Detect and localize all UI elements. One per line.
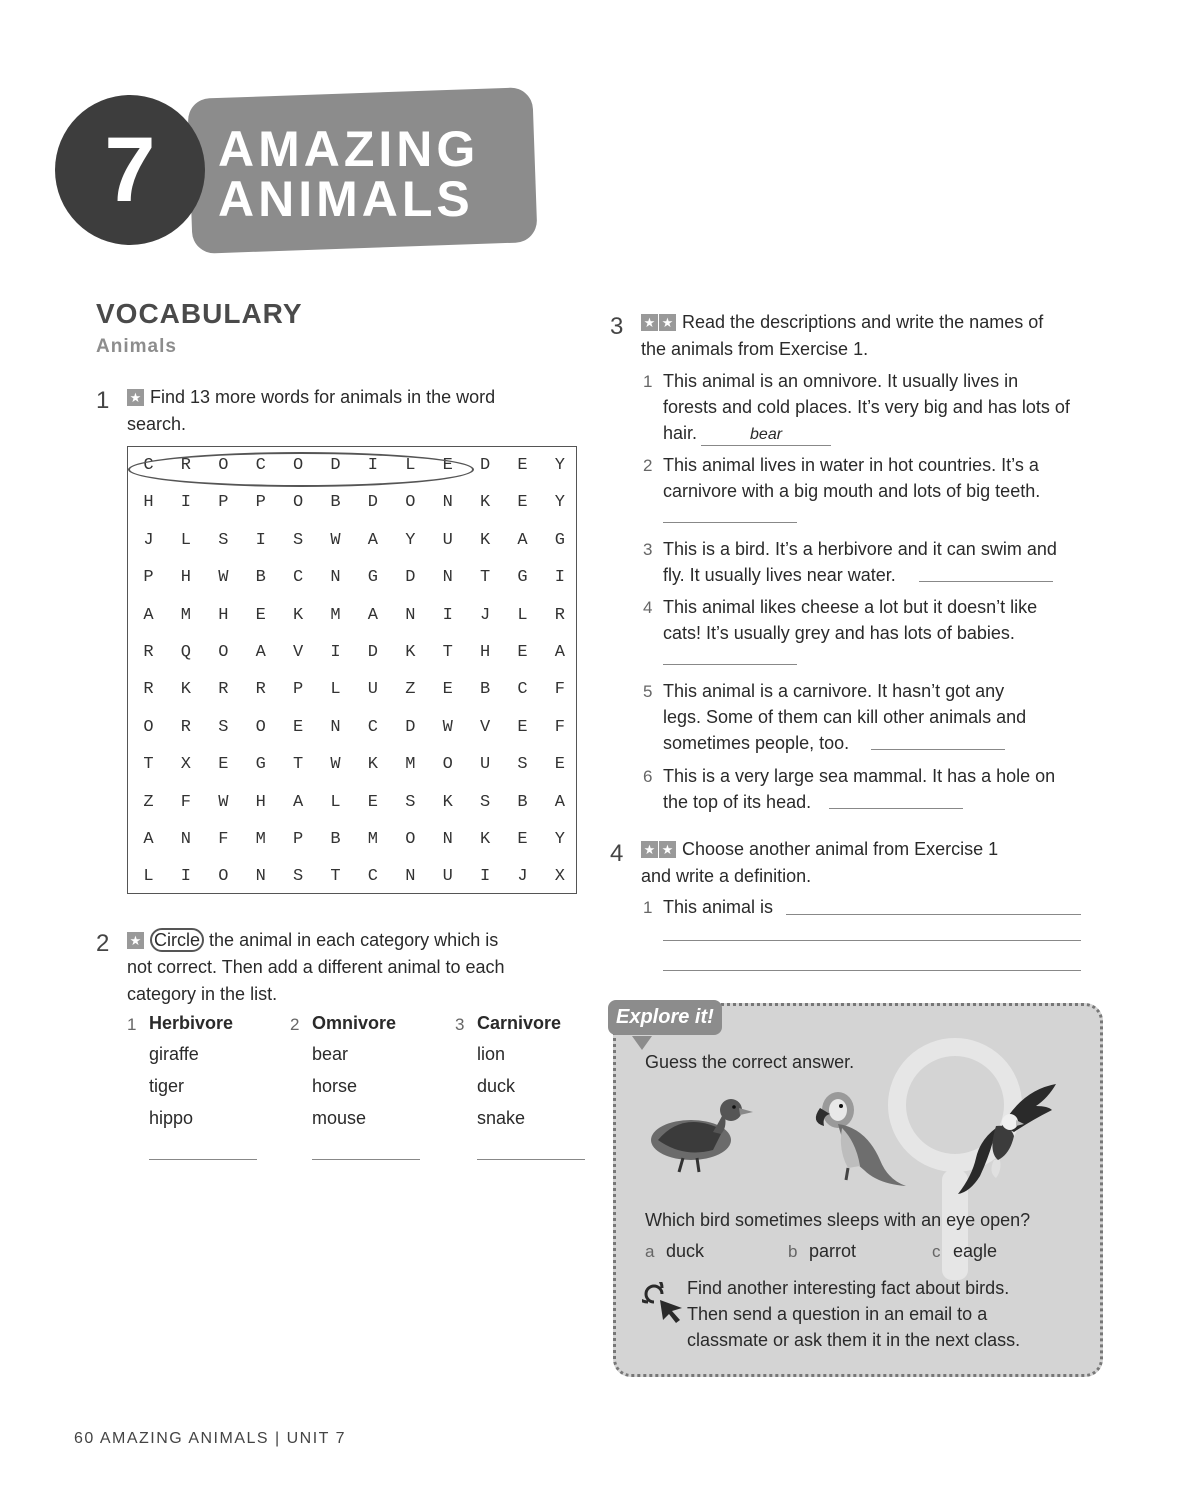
category-animal[interactable]: lion [477,1044,506,1064]
grid-letter[interactable]: N [330,717,341,737]
question-line-text: forests and cold places. It’s very big and has lots of [663,397,1070,417]
grid-letter[interactable]: T [330,867,341,887]
grid-letter[interactable]: X [554,867,565,887]
question-line [663,562,1108,588]
category-animal[interactable]: snake [477,1108,526,1128]
question-number: 2 [643,456,653,475]
grid-letter[interactable]: G [367,568,378,588]
grid-letter[interactable]: E [517,830,528,849]
question-line [663,452,1108,478]
grid-letter[interactable]: I [255,530,266,550]
star-icon: ★ [127,389,144,406]
grid-letter[interactable]: D [367,643,378,662]
grid-letter[interactable]: K [442,792,453,812]
grid-letter[interactable]: T [292,755,304,775]
grid-letter[interactable]: S [479,792,491,812]
grid-letter[interactable]: O [442,755,453,775]
grid-letter[interactable]: D [405,717,416,737]
grid-letter[interactable]: L [405,456,416,475]
category-heading: Omnivore [312,1013,397,1033]
grid-letter[interactable]: H [180,568,191,588]
grid-letter[interactable]: R [255,680,266,700]
grid-letter[interactable]: O [218,867,229,887]
explore-task [687,1275,1097,1353]
unit-title-line1: AMAZING [218,121,480,177]
option-text[interactable]: parrot [809,1241,857,1261]
star-icon: ★ [659,314,676,331]
grid-letter[interactable]: F [554,680,565,700]
question-line-text: hair. [663,423,698,443]
question-line-text: This is a very large sea mammal. It has a hole on [663,766,1056,786]
grid-letter[interactable]: O [292,456,304,475]
grid-letter[interactable]: L [330,680,341,700]
grid-letter[interactable]: W [218,792,229,812]
grid-letter[interactable]: W [330,530,341,550]
grid-letter[interactable]: D [330,456,341,475]
grid-letter[interactable]: O [218,643,229,662]
grid-letter[interactable]: O [405,830,416,849]
answer-line[interactable] [663,664,797,665]
unit-title-line2: ANIMALS [218,171,474,227]
grid-letter[interactable]: S [405,792,416,812]
grid-letter[interactable]: S [292,867,304,887]
parrot-image [808,1088,916,1188]
exercise-3-line2: the animals from Exercise 1. [641,339,869,359]
option-letter: c [932,1242,941,1261]
grid-letter[interactable]: I [442,605,453,625]
exercise-2-line2: not correct. Then add a different animal to each [127,957,505,977]
grid-letter[interactable]: E [255,605,266,625]
question-line [663,678,1108,704]
grid-letter[interactable]: K [180,680,191,700]
grid-letter[interactable]: V [479,717,491,737]
grid-letter[interactable]: A [143,605,154,625]
grid-letter[interactable]: E [517,456,528,475]
grid-letter[interactable]: A [517,530,528,550]
question-line-text: This animal is an omnivore. It usually lives in [663,371,1019,391]
grid-letter[interactable]: S [218,530,229,550]
grid-letter[interactable]: M [255,830,266,849]
circled-example-word [128,452,474,487]
grid-letter[interactable]: N [405,605,416,625]
grid-letter[interactable]: S [517,755,528,775]
grid-letter[interactable]: U [479,755,491,775]
grid-letter[interactable]: S [218,717,229,737]
exercise-4-item-text: This animal is [663,897,774,917]
grid-letter[interactable]: Z [143,792,154,812]
grid-letter[interactable]: U [367,680,378,700]
question-line [663,763,1108,789]
grid-letter[interactable]: Y [554,493,565,513]
answer-line[interactable] [663,940,1081,941]
category-animal[interactable]: mouse [312,1108,367,1128]
grid-letter[interactable]: J [143,530,154,550]
duck-image [643,1088,755,1176]
grid-letter[interactable]: G [554,530,565,550]
page-footer [74,1430,346,1448]
grid-letter[interactable]: B [517,792,528,812]
question-line-text: legs. Some of them can kill other animals and [663,707,1027,727]
answer-line[interactable] [663,522,797,523]
grid-letter[interactable]: O [405,493,416,513]
grid-letter[interactable]: M [330,605,341,625]
category-heading: Herbivore [149,1013,234,1033]
star-icon: ★ [641,841,658,858]
grid-letter[interactable]: R [180,456,191,475]
option-letter: b [788,1242,798,1261]
grid-letter[interactable]: T [143,755,154,775]
grid-letter[interactable]: U [442,867,453,887]
exercise-4-number: 4 [610,840,624,867]
grid-letter[interactable]: R [180,717,191,737]
answer-line[interactable] [871,749,1005,750]
grid-letter[interactable]: K [479,493,491,513]
unit-title [218,121,480,227]
exercise-3-number: 3 [610,313,624,340]
grid-letter[interactable]: N [330,568,341,588]
grid-letter[interactable]: C [367,867,378,887]
grid-letter[interactable]: H [479,643,491,662]
grid-letter[interactable]: L [330,792,341,812]
grid-letter[interactable]: C [255,456,266,475]
exercise-3-instructions [641,309,1111,363]
grid-letter[interactable]: A [367,605,378,625]
click-cursor-icon [642,1282,686,1326]
answer-line[interactable] [312,1159,420,1160]
grid-letter[interactable]: I [554,568,565,588]
star-icon: ★ [659,841,676,858]
option-text[interactable]: duck [666,1241,705,1261]
question-line-text: sometimes people, too. [663,733,850,753]
answer-line[interactable] [919,581,1053,582]
question-line-text: carnivore with a big mouth and lots of big teeth. [663,481,1041,501]
grid-letter[interactable]: P [143,568,154,588]
grid-letter[interactable]: Z [405,680,416,700]
question-line-text: the top of its head. [663,792,812,812]
star-icon: ★ [127,932,144,949]
grid-letter[interactable]: E [367,792,378,812]
category-animal[interactable]: horse [312,1076,358,1096]
question-line-text: This animal likes cheese a lot but it doesn’t like [663,597,1038,617]
grid-letter[interactable]: V [292,643,304,662]
grid-letter[interactable]: A [143,830,154,849]
grid-letter[interactable]: F [180,792,191,812]
category-number: 1 [127,1015,137,1034]
grid-letter[interactable]: D [479,456,491,475]
question-number: 6 [643,767,653,786]
grid-letter[interactable]: A [554,643,565,662]
exercise-2-instructions [127,927,587,1008]
grid-letter[interactable]: K [367,755,378,775]
grid-letter[interactable]: O [143,717,154,737]
grid-letter[interactable]: E [442,456,453,475]
question-number: 5 [643,682,653,701]
exercise-1-instructions [127,384,567,438]
grid-letter[interactable]: M [405,755,416,775]
category-animal[interactable]: tiger [149,1076,185,1096]
grid-letter[interactable]: B [330,830,341,849]
question-line [663,478,1108,504]
grid-letter[interactable]: E [292,717,304,737]
grid-letter[interactable]: I [180,867,191,887]
grid-letter[interactable]: A [255,643,266,662]
exercise-2-line3: category in the list. [127,984,278,1004]
grid-letter[interactable]: B [479,680,491,700]
explore-task-line: Find another interesting fact about birds. [687,1278,1010,1298]
grid-letter[interactable]: O [255,717,266,737]
question-line-text: cats! It’s usually grey and has lots of babies. [663,623,1015,643]
exercise-4-instructions [641,836,1111,890]
grid-letter[interactable]: S [292,530,304,550]
category-number: 3 [455,1015,465,1034]
answer-filled[interactable]: bear [701,425,831,446]
grid-letter[interactable]: U [442,530,453,550]
grid-letter[interactable]: G [517,568,528,588]
question-line [663,420,1108,446]
grid-letter[interactable]: C [517,680,528,700]
explore-prompt: Guess the correct answer. [645,1052,855,1072]
category-animal[interactable]: giraffe [149,1044,199,1064]
answer-line[interactable] [663,970,1081,971]
question-number: 3 [643,540,653,559]
explore-task-line: classmate or ask them it in the next class. [687,1330,1021,1350]
word-search-grid [127,446,577,894]
grid-letter[interactable]: I [180,493,191,513]
grid-letter[interactable]: F [218,830,229,849]
explore-task-line: Then send a question in an email to a [687,1304,988,1324]
question-text [663,368,1108,446]
answer-line[interactable] [786,914,1081,915]
grid-letter[interactable]: L [143,867,154,887]
question-text [663,594,1108,646]
exercise-1-line1: Find 13 more words for animals in the word [150,387,496,407]
question-line-text: This animal is a carnivore. It hasn’t got any [663,681,1005,701]
explore-it-tag: Explore it! [608,1000,722,1035]
grid-letter[interactable]: I [479,867,491,887]
question-line [663,536,1108,562]
answer-line[interactable] [829,808,963,809]
grid-letter[interactable]: N [442,830,453,849]
exercise-1-number: 1 [96,387,110,414]
option-letter: a [645,1242,655,1261]
grid-letter[interactable]: E [218,755,229,775]
grid-letter[interactable]: O [218,456,229,475]
grid-letter[interactable]: H [218,605,229,625]
answer-line[interactable] [149,1159,257,1160]
question-text [663,452,1108,504]
grid-letter[interactable]: J [479,605,491,625]
option-text[interactable]: eagle [953,1241,998,1261]
grid-letter[interactable]: E [554,755,565,775]
category-animal[interactable]: bear [312,1044,349,1064]
grid-letter[interactable]: N [442,493,453,513]
grid-letter[interactable]: R [554,605,565,625]
grid-letter[interactable]: K [405,643,416,662]
grid-letter[interactable]: R [218,680,229,700]
grid-letter[interactable]: N [180,830,191,849]
grid-letter[interactable]: P [292,680,304,700]
grid-letter[interactable]: Y [554,830,565,849]
grid-letter[interactable]: O [292,493,304,513]
grid-letter[interactable]: W [218,568,229,588]
question-line [663,730,1108,756]
exercise-2-line1: the animal in each category which is [209,930,499,950]
exercise-4-line1: Choose another animal from Exercise 1 [682,839,999,859]
grid-letter[interactable]: F [554,717,565,737]
exercise-4-line2: and write a definition. [641,866,812,886]
grid-letter[interactable]: E [442,680,453,700]
grid-letter[interactable]: I [330,643,341,662]
grid-letter[interactable]: N [405,867,416,887]
grid-letter[interactable]: X [180,755,191,775]
grid-letter[interactable]: I [367,456,378,475]
grid-letter[interactable]: P [218,493,229,513]
grid-letter[interactable]: B [330,493,341,513]
grid-letter[interactable]: D [405,568,416,588]
grid-letter[interactable]: E [517,643,528,662]
grid-letter[interactable]: L [180,530,191,550]
grid-letter[interactable]: Q [180,643,191,662]
grid-letter[interactable]: W [330,755,341,775]
grid-letter[interactable]: N [255,867,266,887]
unit-number: 7 [104,119,156,221]
grid-letter[interactable]: G [255,755,266,775]
grid-letter[interactable]: T [479,568,491,588]
exercise-1-line2: search. [127,414,187,434]
grid-letter[interactable]: M [367,830,378,849]
grid-letter[interactable]: K [479,830,491,849]
question-line-text: fly. It usually lives near water. [663,565,896,585]
answer-line[interactable] [477,1159,585,1160]
grid-letter[interactable]: E [517,717,528,737]
grid-letter[interactable]: W [442,717,453,737]
category-heading: Carnivore [477,1013,562,1033]
star-icon: ★ [641,314,658,331]
footer-text: AMAZING ANIMALS | UNIT 7 [99,1430,346,1447]
explore-question: Which bird sometimes sleeps with an eye open? [645,1210,1031,1230]
category-animal[interactable]: duck [477,1076,516,1096]
grid-letter[interactable]: A [367,530,378,550]
grid-letter[interactable]: L [517,605,528,625]
question-line-text: This is a bird. It’s a herbivore and it can swim and [663,539,1057,559]
grid-letter[interactable]: J [517,867,528,887]
grid-letter[interactable]: P [292,830,304,849]
grid-letter[interactable]: Y [554,456,565,475]
grid-letter[interactable]: P [255,493,266,513]
grid-letter[interactable]: C [367,717,378,737]
grid-letter[interactable]: A [292,792,304,812]
section-title: VOCABULARY [96,298,303,329]
question-line [663,394,1108,420]
grid-letter[interactable]: T [442,643,453,662]
category-number: 2 [290,1015,300,1034]
question-line [663,594,1108,620]
grid-letter[interactable]: A [554,792,565,812]
exercise-2-number: 2 [96,930,110,957]
question-line [663,789,1108,815]
grid-letter[interactable]: K [479,530,491,550]
grid-letter[interactable]: R [143,680,154,700]
grid-letter[interactable]: H [255,792,266,812]
question-number: 4 [643,598,653,617]
explore-tag-tail [632,1036,652,1050]
exercise-4-item-number: 1 [643,898,653,917]
grid-letter[interactable]: E [517,493,528,513]
section-subtitle: Animals [96,336,177,357]
grid-letter[interactable]: D [367,493,378,513]
question-line [663,704,1108,730]
grid-letter[interactable]: C [292,568,304,588]
grid-letter[interactable]: C [143,456,154,475]
question-line-text: This animal lives in water in hot countries. It’s a [663,455,1039,475]
grid-letter[interactable]: Y [405,530,416,550]
category-animal[interactable]: hippo [149,1108,194,1128]
circle-word: Circle [150,928,204,952]
grid-letter[interactable]: K [292,605,304,625]
question-line [663,368,1108,394]
question-text [663,678,1108,756]
page-number: 60 [74,1430,95,1447]
eagle-image [952,1080,1060,1196]
question-number: 1 [643,372,653,391]
grid-letter[interactable]: M [180,605,191,625]
question-line [663,620,1108,646]
grid-letter[interactable]: R [143,643,154,662]
exercise-3-line1: Read the descriptions and write the names of [682,312,1044,332]
grid-letter[interactable]: H [143,493,154,513]
grid-letter[interactable]: N [442,568,453,588]
grid-letter[interactable]: B [255,568,266,588]
